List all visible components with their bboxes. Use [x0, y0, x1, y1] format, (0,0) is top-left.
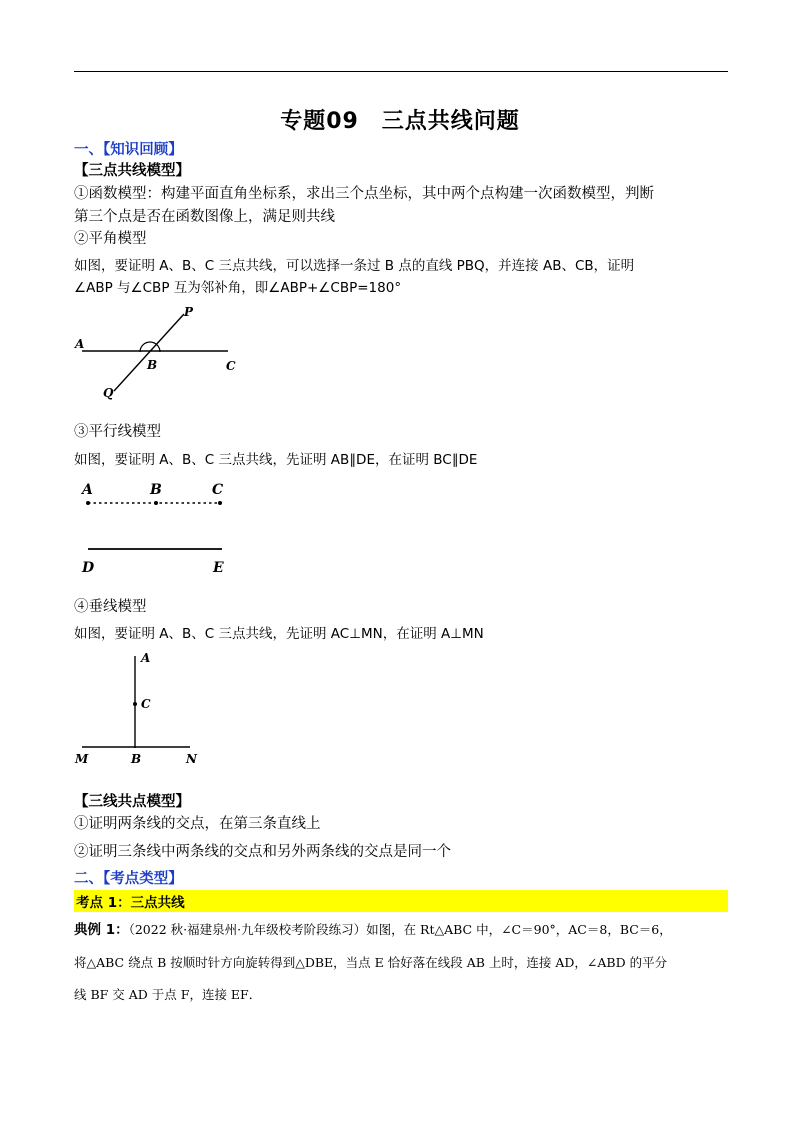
figure-parallel-lines [70, 478, 240, 578]
point-label-c: C [141, 697, 151, 711]
straight-angle-desc-1: 如图，要证明 A、B、C 三点共线，可以选择一条过 B 点的直线 PBQ，并连接 AB、CB，证明 [74, 258, 635, 274]
three-lines-point-2: ②证明三条线中两条线的交点和另外两条线的交点是同一个 [74, 844, 451, 860]
point-label-b: B [150, 482, 162, 498]
perpendicular-model-desc: 如图，要证明 A、B、C 三点共线，先证明 AC⊥MN，在证明 A⊥MN [74, 626, 484, 642]
example-label: 典例 1： [74, 922, 129, 938]
point-label-c: C [226, 359, 236, 373]
figure-perpendicular [70, 648, 210, 768]
point-c [133, 702, 137, 706]
function-model-line-1: ①函数模型：构建平面直角坐标系，求出三个点坐标，其中两个点构建一次函数模型，判断 [74, 186, 654, 202]
point-label-m: M [75, 752, 89, 766]
point-c [218, 501, 222, 505]
page-title: 专题09 三点共线问题 [280, 109, 520, 134]
point-label-a: A [141, 651, 151, 665]
point-label-c: C [212, 482, 224, 498]
header-rule [74, 71, 728, 72]
point-label-b: B [147, 358, 158, 372]
line-pbq [114, 314, 184, 391]
kaodian-heading: 考点 1：三点共线 [76, 895, 185, 911]
point-label-e: E [213, 560, 224, 576]
point-label-a: A [82, 482, 93, 498]
straight-angle-desc-2: ∠ABP 与∠CBP 互为邻补角，即∠ABP+∠CBP=180° [74, 280, 402, 296]
three-lines-point-1: ①证明两条线的交点，在第三条直线上 [74, 816, 321, 832]
perpendicular-model-heading: ④垂线模型 [74, 599, 147, 615]
point-label-d: D [82, 560, 95, 576]
example-line-1 [74, 920, 672, 940]
point-a [86, 501, 90, 505]
example-line-2: 将△ABC 绕点 B 按顺时针方向旋转得到△DBE，当点 E 恰好落在线段 AB 上时，连接 AD，∠ABD 的平分 [74, 955, 668, 970]
model-heading-three-lines: 【三线共点模型】 [74, 794, 190, 810]
point-label-n: N [186, 752, 197, 766]
section-heading-review: 一、【知识回顾】 [74, 142, 183, 158]
point-label-p: P [184, 305, 194, 319]
point-label-a: A [75, 337, 85, 351]
model-heading-three-points: 【三点共线模型】 [74, 163, 190, 179]
point-label-q: Q [103, 386, 114, 400]
example-text-1: （2022 秋·福建泉州·九年级校考阶段练习）如图，在 Rt△ABC 中，∠C＝90°，AC＝8，BC＝6， [128, 922, 672, 937]
section-heading-types: 二、【考点类型】 [74, 871, 183, 887]
example-line-3: 线 BF 交 AD 于点 F，连接 EF． [74, 987, 262, 1002]
point-b [154, 501, 158, 505]
parallel-model-heading: ③平行线模型 [74, 424, 161, 440]
figure-straight-angle [70, 305, 250, 400]
parallel-model-desc: 如图，要证明 A、B、C 三点共线，先证明 AB∥DE，在证明 BC∥DE [74, 452, 478, 468]
function-model-line-2: 第三个点是否在函数图像上，满足则共线 [74, 209, 335, 225]
straight-angle-model-heading: ②平角模型 [74, 231, 147, 247]
point-label-b: B [131, 752, 142, 766]
